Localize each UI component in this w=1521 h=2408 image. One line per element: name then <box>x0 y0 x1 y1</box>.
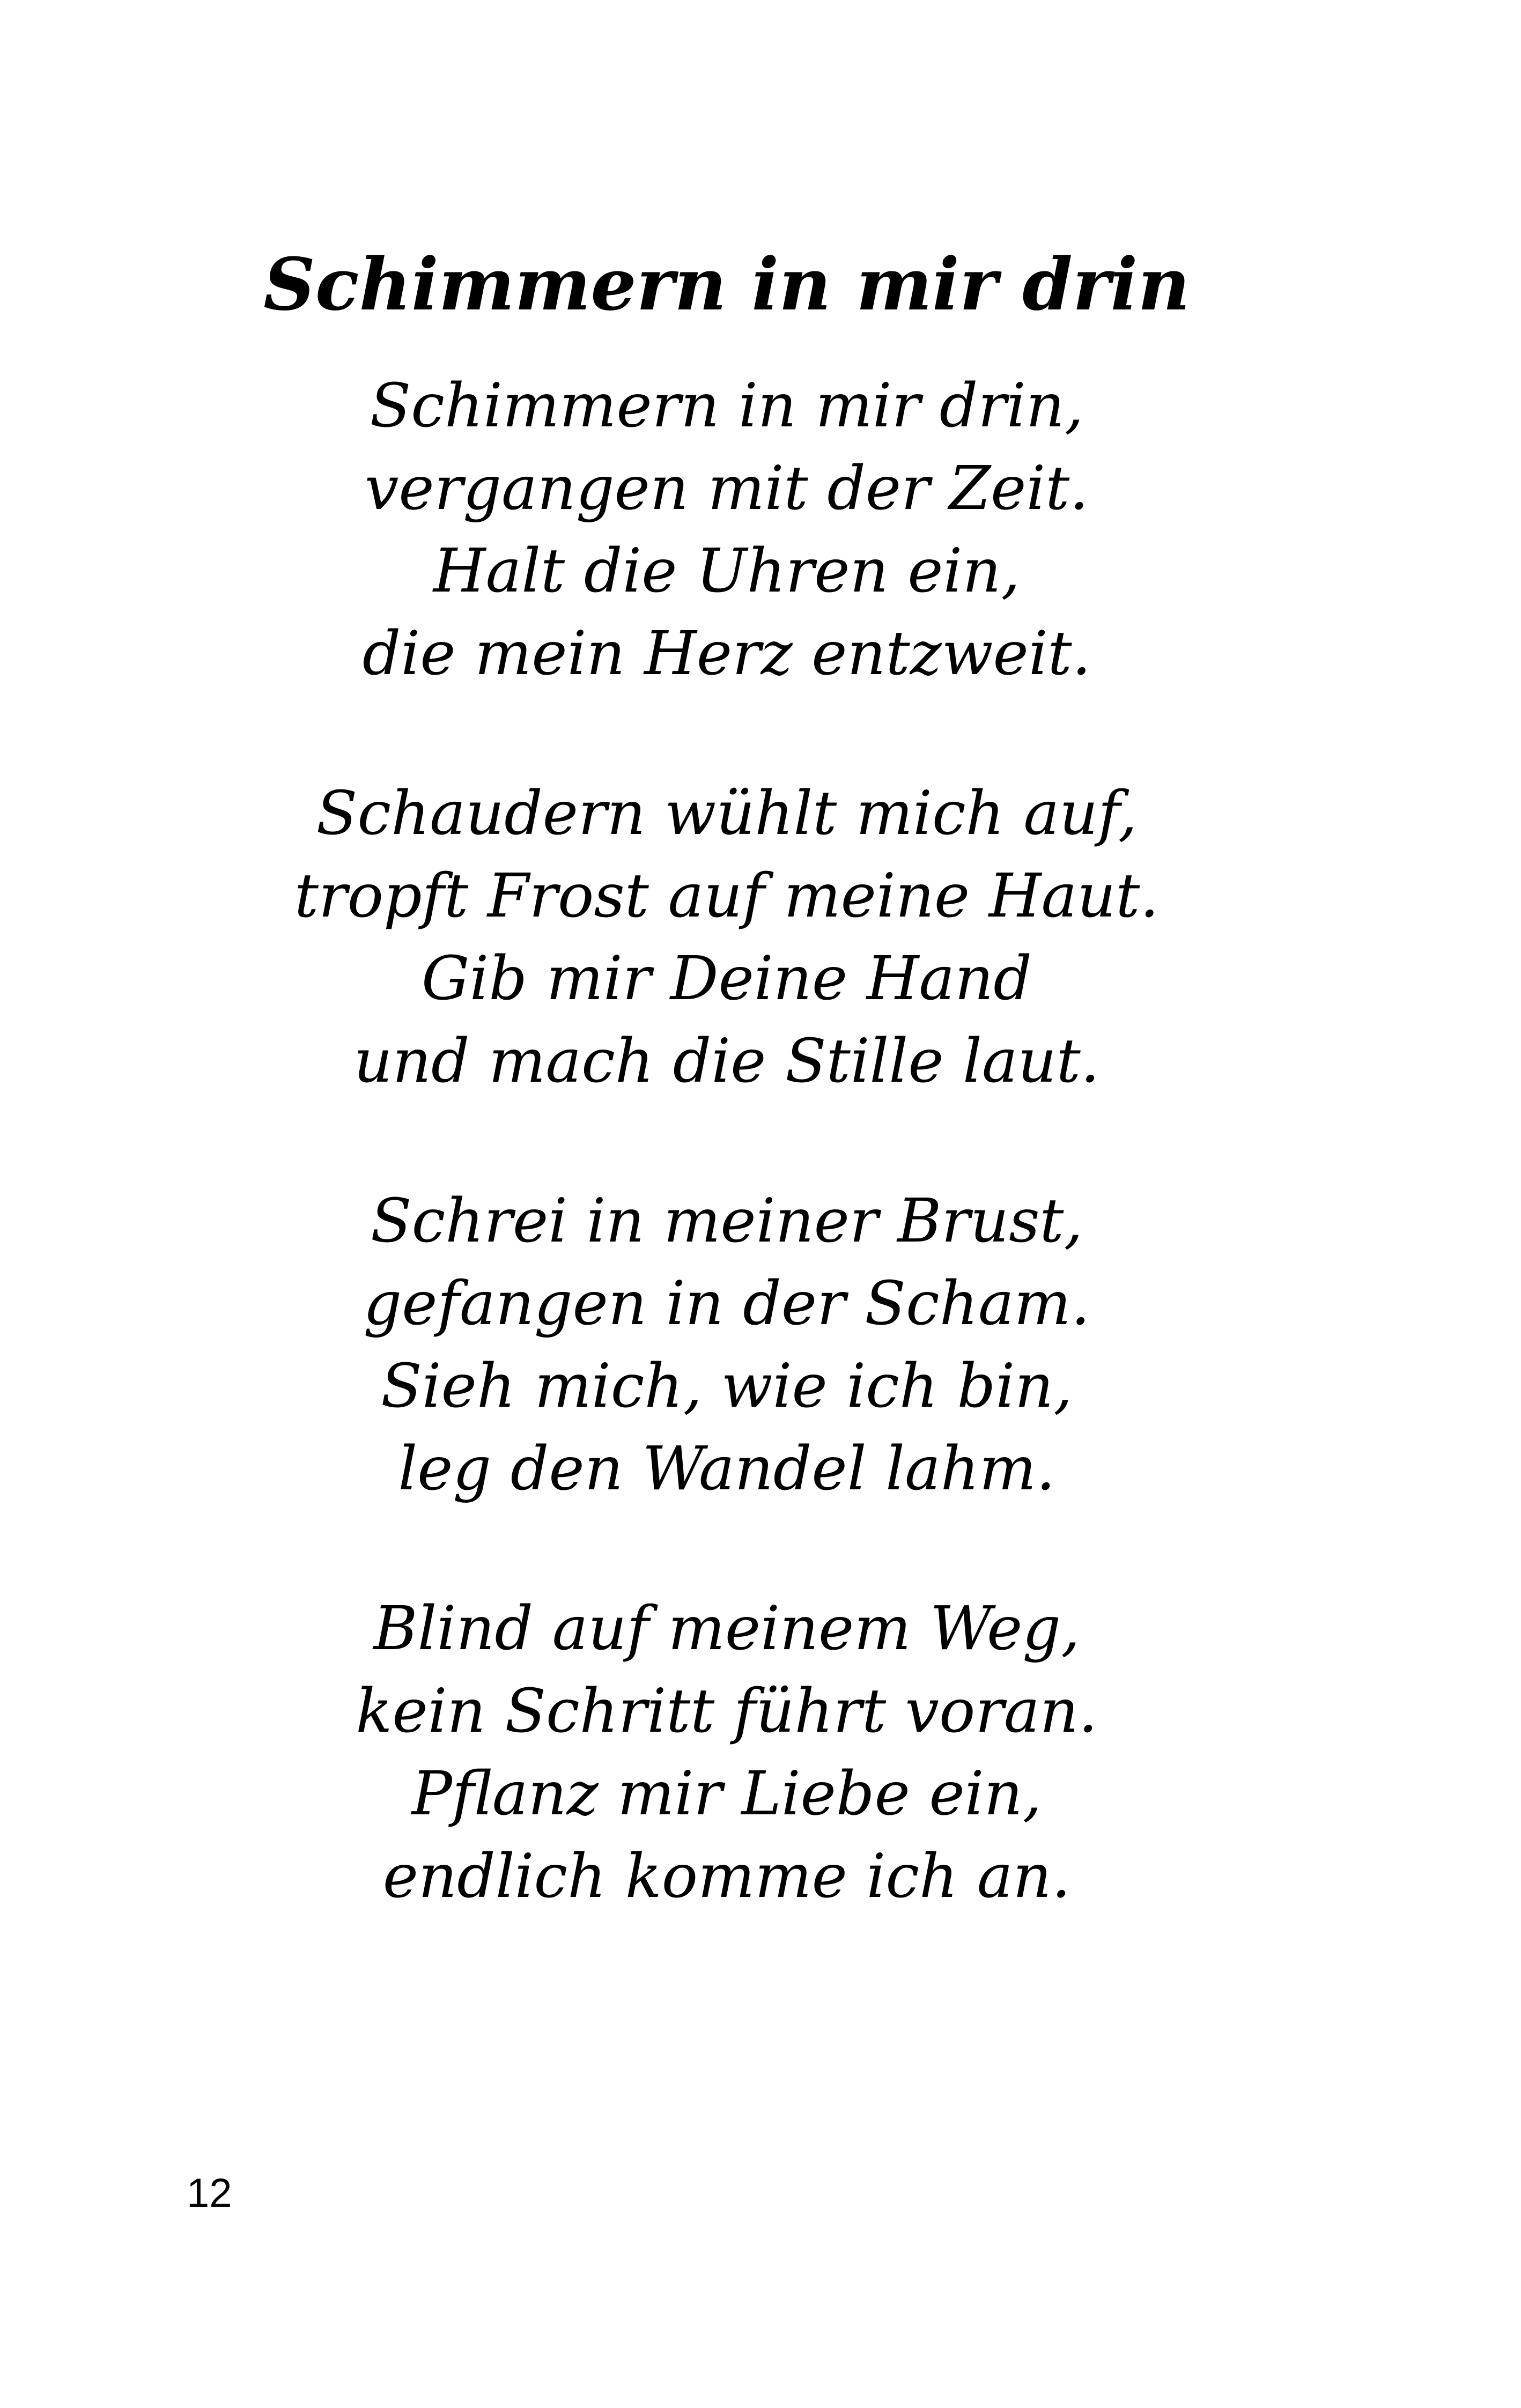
stanza-2 <box>0 772 1453 1180</box>
stanza-3 <box>0 1180 1453 1587</box>
verse-line: Gib mir Deine Hand <box>422 944 1032 1014</box>
stanza-4 <box>0 1587 1453 1995</box>
verse-line: Schrei in meiner Brust, <box>370 1186 1083 1256</box>
verse-line: endlich komme ich an. <box>382 1842 1071 1911</box>
poem-body <box>0 365 1453 1995</box>
verse-line: leg den Wandel lahm. <box>398 1434 1055 1504</box>
verse-line: die mein Herz entzweit. <box>362 619 1091 689</box>
verse-line: Pflanz mir Liebe ein, <box>411 1759 1042 1829</box>
verse-line: Schimmern in mir drin, <box>370 371 1084 441</box>
stanza-1 <box>0 365 1453 772</box>
verse-line: tropft Frost auf meine Haut. <box>294 861 1159 931</box>
verse-line: vergangen mit der Zeit. <box>365 454 1089 523</box>
verse-line: Schaudern wühlt mich auf, <box>316 779 1138 848</box>
verse-line: Blind auf meinem Weg, <box>373 1594 1080 1664</box>
page-number: 12 <box>187 2170 232 2216</box>
verse-line: kein Schritt führt voran. <box>356 1676 1098 1746</box>
verse-line: Halt die Uhren ein, <box>433 536 1021 606</box>
poem-title: Schimmern in mir drin <box>263 241 1190 327</box>
verse-line: gefangen in der Scham. <box>363 1269 1090 1339</box>
verse-line: Sieh mich, wie ich bin, <box>381 1351 1073 1421</box>
verse-line: und mach die Stille laut. <box>353 1026 1100 1096</box>
